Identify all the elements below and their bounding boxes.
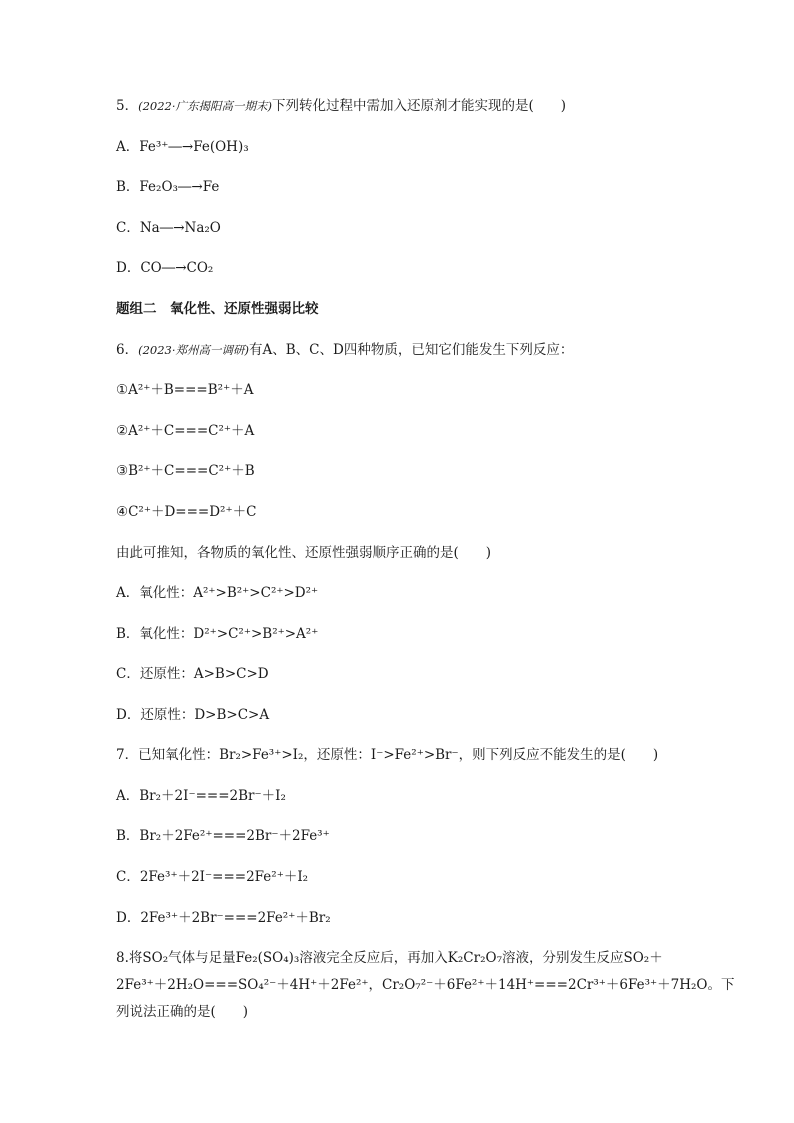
option-d: D．2Fe³⁺＋2Br⁻===2Fe²⁺＋Br₂: [116, 910, 331, 926]
question-number: 5．: [116, 98, 139, 114]
question-number: 6．: [116, 342, 139, 358]
question-text: 有A、B、C、D四种物质，已知它们能发生下列反应：: [249, 342, 574, 358]
reaction-1: ①A²⁺＋B===B²⁺＋A: [116, 382, 254, 398]
option-b: B．Fe₂O₃―→Fe: [116, 179, 220, 195]
question-6-stem: [116, 340, 682, 360]
reaction-4: ④C²⁺＋D===D²⁺＋C: [116, 504, 257, 520]
reaction-2: ②A²⁺＋C===C²⁺＋A: [116, 423, 255, 439]
question-source: (2022·广东揭阳高一期末): [138, 99, 272, 113]
question-8-line-1: 8.将SO₂气体与足量Fe₂(SO₄)₃溶液完全反应后，再加入K₂Cr₂O₇溶液，分别发生反应SO₂＋: [116, 950, 663, 966]
question-8-line-2: 2Fe³⁺＋2H₂O===SO₄²⁻＋4H⁺＋2Fe²⁺，Cr₂O₇²⁻＋6Fe²⁺＋14H⁺===2Cr³⁺＋6Fe³⁺＋7H₂O。下: [116, 977, 735, 993]
section-heading: 题组二 氧化性、还原性强弱比较: [116, 301, 319, 317]
option-a: A．Fe³⁺―→Fe(OH)₃: [116, 139, 249, 155]
option-a: A．氧化性：A²⁺>B²⁺>C²⁺>D²⁺: [116, 585, 319, 601]
option-b: B．Br₂＋2Fe²⁺===2Br⁻＋2Fe³⁺: [116, 828, 330, 844]
question-7-stem: 7．已知氧化性：Br₂>Fe³⁺>I₂，还原性：I⁻>Fe²⁺>Br⁻，则下列反应不能发生的是( ): [116, 747, 659, 763]
option-c: C．2Fe³⁺＋2I⁻===2Fe²⁺＋I₂: [116, 869, 309, 885]
option-d: D．还原性：D>B>C>A: [116, 707, 270, 723]
question-text: 下列转化过程中需加入还原剂才能实现的是( ): [272, 98, 567, 114]
question-source: (2023·郑州高一调研): [138, 343, 249, 357]
reaction-3: ③B²⁺＋C===C²⁺＋B: [116, 463, 255, 479]
option-d: D．CO―→CO₂: [116, 260, 214, 276]
option-c: C．还原性：A>B>C>D: [116, 666, 269, 682]
option-c: C．Na―→Na₂O: [116, 220, 221, 236]
question-5-stem: [116, 96, 682, 116]
question-8-line-3: 列说法正确的是( ): [116, 1004, 249, 1020]
option-a: A．Br₂＋2I⁻===2Br⁻＋I₂: [116, 788, 286, 804]
option-b: B．氧化性：D²⁺>C²⁺>B²⁺>A²⁺: [116, 626, 319, 642]
question-6-question: 由此可推知，各物质的氧化性、还原性强弱顺序正确的是( ): [116, 545, 492, 561]
